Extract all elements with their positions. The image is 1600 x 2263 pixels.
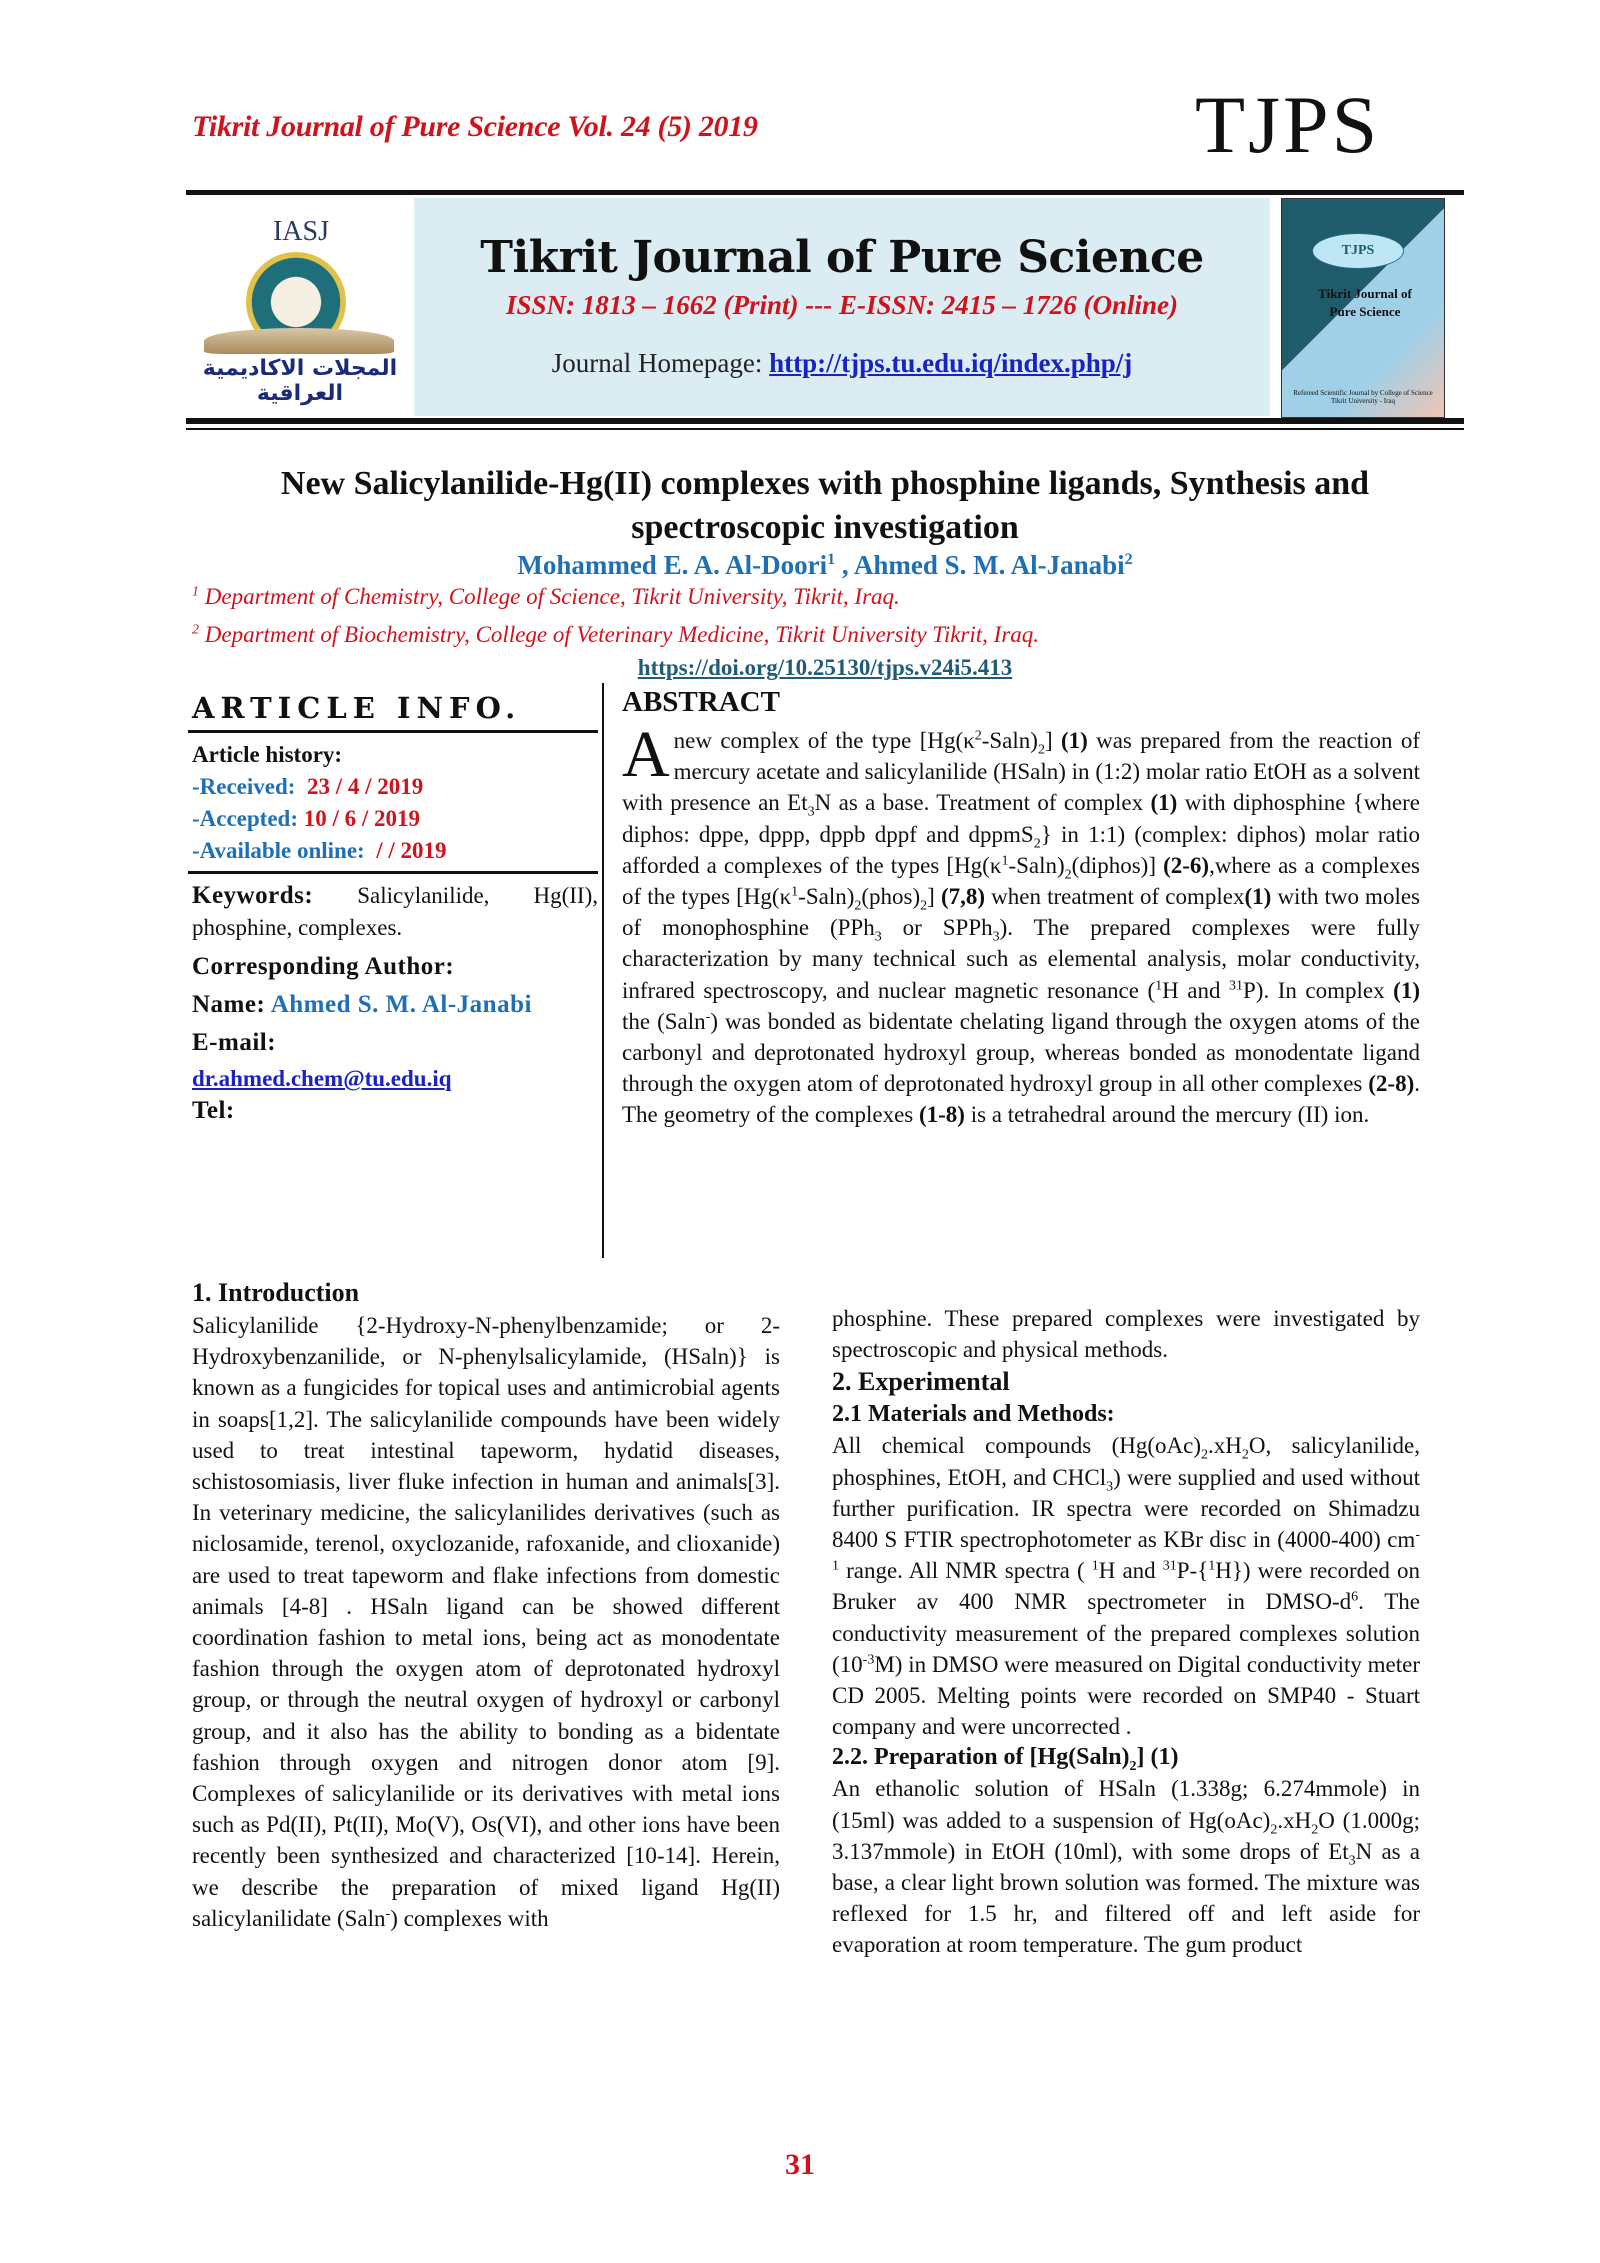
- iasj-logo: [186, 198, 412, 416]
- section-heading-experimental: 2. Experimental: [832, 1367, 1010, 1397]
- banner-title: Tikrit Journal of Pure Science: [480, 232, 1204, 283]
- abstract: [622, 686, 1420, 1131]
- keywords-text: Salicylanilide, Hg(II), phosphine, complexes.: [192, 883, 598, 940]
- abstract-heading: ABSTRACT: [622, 686, 780, 718]
- iasj-arabic-text: المجلات الاكاديمية العراقية: [202, 356, 398, 406]
- accepted-label: -Accepted:: [192, 806, 299, 831]
- divider: [188, 730, 598, 733]
- author-name: Mohammed E. A. Al-Doori: [517, 550, 828, 580]
- cover-title: [1290, 285, 1440, 321]
- open-book-icon: [204, 328, 394, 354]
- email-row: [192, 1066, 598, 1092]
- affil-sup: 1: [192, 584, 199, 600]
- email-label: E-mail:: [192, 1029, 277, 1056]
- email-link[interactable]: dr.ahmed.chem@tu.edu.iq: [192, 1066, 452, 1091]
- accepted-row: [192, 803, 598, 835]
- article-history-label: Article history:: [192, 742, 343, 767]
- article-info-box: [192, 690, 598, 1130]
- available-date: / / 2019: [376, 838, 447, 863]
- journal-banner: [414, 198, 1270, 416]
- body-column-right: [832, 1303, 1420, 1961]
- doi-link[interactable]: https://doi.org/10.25130/tjps.v24i5.413: [637, 655, 1013, 680]
- author-name: Ahmed S. M. Al-Janabi: [853, 550, 1125, 580]
- section-heading-introduction: 1. Introduction: [192, 1278, 360, 1307]
- cover-title-line2: Pure Science: [1329, 304, 1401, 319]
- author-list: [186, 550, 1464, 581]
- banner-issn: ISSN: 1813 – 1662 (Print) --- E-ISSN: 2415 – 1726 (Online): [505, 290, 1179, 320]
- received-row: [192, 771, 598, 803]
- header-rule-top: [186, 190, 1464, 195]
- intro-paragraph-continued: phosphine. These prepared complexes were investigated by spectroscopic and physical methods.: [832, 1306, 1420, 1363]
- cover-badge: TJPS: [1312, 233, 1404, 269]
- header-rule-bottom-thin: [186, 428, 1464, 430]
- materials-paragraph: All chemical compounds ($Hg(oAc)_2.xH_2O$, salicylanilide, phosphines, EtOH, and CHCl$_3$) were supplied and used without further purification. IR spectra were recorded on Shimadzu 8400 S FTIR spectrophotometer as KBr disc in (4000-400) $cm^{-1}$ range. All NMR spectra ( $^1$H and $^{31}$P-{$^1$H}) were recorded on Bruker av 400 NMR spectrometer in DMSO-$d^6$. The conductivity measurement of the prepared complexes solution $(10^{-3}M)$ in DMSO were measured on Digital conductivity meter CD 2005. Melting points were recorded on SMP40 - Stuart company and were uncorrected .: [832, 1433, 1420, 1740]
- subsection-heading-materials: 2.1 Materials and Methods:: [832, 1401, 1115, 1428]
- divider: [188, 871, 598, 874]
- homepage-link[interactable]: http://tjps.tu.edu.iq/index.php/j: [769, 348, 1133, 378]
- author-name-row: [192, 986, 598, 1024]
- page-number: 31: [785, 2148, 815, 2181]
- cover-title-line1: Tikrit Journal of: [1318, 286, 1412, 301]
- affil-text: Department of Biochemistry, College of Veterinary Medicine, Tikrit University Tikrit, Iraq.: [204, 622, 1040, 647]
- author-affil-sup: 2: [1124, 551, 1133, 568]
- homepage-label: Journal Homepage:: [551, 348, 770, 378]
- cover-footer: Refereed Scientific Journal by College of Science Tikrit University - Iraq: [1293, 389, 1433, 405]
- affil-text: Department of Chemistry, College of Science, Tikrit University, Tikrit, Iraq.: [204, 584, 900, 609]
- doi: [186, 655, 1464, 681]
- column-divider: [602, 683, 604, 1258]
- affiliation-1: [192, 584, 900, 610]
- header-rule-bottom: [186, 418, 1464, 424]
- author-affil-sup: 1: [827, 551, 836, 568]
- intro-paragraph-end-left: ) complexes with: [390, 1905, 549, 1931]
- subsection-heading-preparation: 2.2. Preparation of $[Hg(Saln)_2]$ (1): [832, 1744, 1179, 1775]
- keywords-label: Keywords:: [192, 882, 314, 909]
- tel-label: Tel:: [192, 1097, 235, 1124]
- keywords: [192, 880, 598, 944]
- preparation-paragraph: An ethanolic solution of HSaln (1.338g; 6.274mmole) in (15ml) was added to a suspension of $Hg(oAc)_2.xH_2O$ (1.000g; 3.137mmole) in EtOH (10ml), with some drops of $Et_3N$ as a base, a clear light brown solution was formed. The mixture was reflexed for 1.5 hr, and filtered off and left aside for evaporation at room temperature. The gum product: [832, 1776, 1420, 1958]
- running-journal-title: Tikrit Journal of Pure Science Vol. 24 (5) 2019: [192, 110, 758, 143]
- received-label: -Received:: [192, 774, 296, 799]
- name-label: Name:: [192, 991, 266, 1018]
- affil-sup: 2: [192, 622, 199, 638]
- affiliation-2: [192, 622, 1039, 648]
- received-date: 23 / 4 / 2019: [306, 774, 424, 799]
- accepted-date: 10 / 6 / 2019: [303, 806, 421, 831]
- banner-homepage: [414, 348, 1270, 379]
- journal-abbrev-logo: TJPS: [1195, 79, 1381, 170]
- abstract-body: A new complex of the type $[Hg(\kappa^2-Saln)_2]$ (1) was prepared from the reaction of mercury acetate and salicylanilide (HSaln) in (1:2) molar ratio EtOH as a solvent with presence an $Et_3N$ as a base. Treatment of complex (1) with diphosphine {where diphos: dppe, dppp, dppb dppf and dppmS$_2$} in 1:1) (complex: diphos) molar ratio afforded a complexes of the types $[Hg(\kappa^1-Saln)_2(diphos)]$ (2-6),where as a complexes of the types $[Hg(\kappa^1-Saln)_2(phos)_2]$ (7,8) when treatment of complex(1) with two moles of monophosphine (PPh$_3$ or SPPh$_3$). The prepared complexes were fully characterization by many technical such as elemental analysis, molar conductivity, infrared spectroscopy, and nuclear magnetic resonance ($^1$H and $^{31}$P). In complex (1) the (Saln-) was bonded as bidentate chelating ligand through the oxygen atoms of the carbonyl and deprotonated hydroxyl group, whereas bonded as monodentate ligand through the oxygen atom of deprotonated hydroxyl group in all other complexes (2-8). The geometry of the complexes (1-8) is a tetrahedral around the mercury (II) ion.: [622, 718, 1421, 1128]
- corresponding-author-label: Corresponding Author:: [192, 953, 455, 980]
- body-column-left: [192, 1276, 780, 1934]
- iasj-label: IASJ: [272, 216, 329, 247]
- journal-cover-thumbnail: [1281, 198, 1445, 418]
- available-row: [192, 835, 598, 867]
- intro-paragraph: Salicylanilide {2-Hydroxy-N-phenylbenzamide; or 2-Hydroxybenzanilide, or N-phenylsalicylamide, (HSaln)} is known as a fungicides for topical uses and antimicrobial agents in soaps[1,2]. The salicylanilide compounds have been widely used to treat intestinal tapeworm, hydatid diseases, schistosomiasis, liver fluke infection in human and animals[3]. In veterinary medicine, the salicylanilides derivatives (such as niclosamide, terenol, oxyclozanide, rafoxanide, and clioxanide) are used to treat tapeworm and flake infections from domestic animals [4-8] . HSaln ligand can be showed different coordination fashion to metal ions, being act as monodentate fashion through the oxygen atom of deprotonated hydroxyl group, or through the neutral oxygen of hydroxyl or carbonyl group, and it also has the ability to bonding as a bidentate fashion through oxygen and nitrogen donor atom [9]. Complexes of salicylanilide or its derivatives with metal ions such as Pd(II), Pt(II), Mo(V), Os(VI), and other ions have been recently been synthesized and characterized [10-14]. Herein, we describe the preparation of mixed ligand Hg(II) salicylanilidate (Saln-) complexes with: [192, 1313, 780, 1931]
- drop-cap: A: [622, 718, 670, 791]
- paper-title: New Salicylanilide-Hg(II) complexes with phosphine ligands, Synthesis and spectroscopic investigation: [280, 465, 1370, 546]
- author-separator: ,: [841, 550, 854, 580]
- article-info-heading: ARTICLE INFO.: [192, 691, 522, 725]
- available-label: -Available online:: [192, 838, 365, 863]
- corresponding-name: Ahmed S. M. Al-Janabi: [270, 991, 532, 1018]
